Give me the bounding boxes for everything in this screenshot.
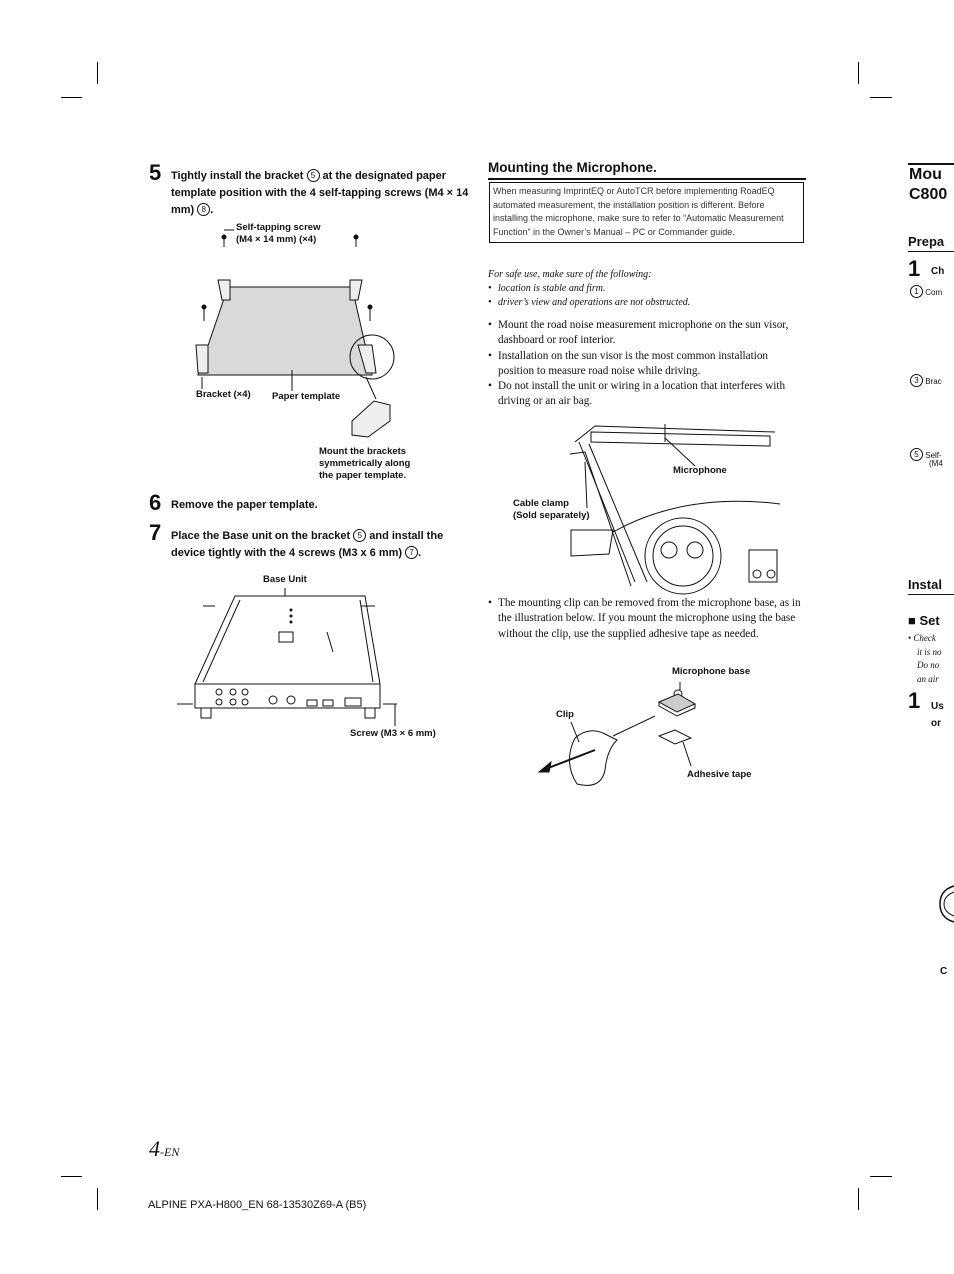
- right-prep-heading: Prepa: [908, 234, 945, 249]
- crop-mark: [858, 1188, 859, 1210]
- safety-item: • driver’s view and operations are not obstructed.: [488, 296, 798, 310]
- base-unit-figure: [175, 586, 405, 736]
- right-install-heading: Instal: [908, 577, 942, 592]
- heading-rule: [488, 178, 806, 180]
- screw-label-line1: Self-tapping screw: [236, 222, 321, 233]
- right-step-1b-text: Us or: [931, 701, 944, 729]
- mounting-microphone-heading: Mounting the Microphone.: [488, 160, 657, 175]
- bracket-label: Bracket (×4): [196, 389, 251, 400]
- crop-mark: [870, 97, 892, 98]
- right-set-heading: ■ Set: [908, 613, 940, 628]
- right-item-1: 1 Com: [910, 285, 942, 298]
- cable-clamp-label-1: Cable clamp: [513, 498, 569, 509]
- car-interior-figure: [565, 422, 780, 592]
- crop-mark: [858, 62, 859, 84]
- mount-note-line2: symmetrically along: [319, 458, 411, 469]
- crop-mark: [61, 1176, 82, 1177]
- step-6-text: Remove the paper template.: [171, 499, 318, 511]
- bullet-item: • Do not install the unit or wiring in a location that interferes with driving or an air bag.: [488, 379, 804, 410]
- microphone-label: Microphone: [673, 465, 727, 476]
- right-title-line1: Mou: [909, 166, 942, 183]
- part-number-8: 8: [197, 203, 210, 216]
- paper-template-label: Paper template: [272, 391, 341, 402]
- screw-m3-label: Screw (M3 × 6 mm): [350, 728, 436, 739]
- crop-mark: [97, 1188, 98, 1210]
- right-install-rule: [908, 594, 954, 595]
- safety-intro: For safe use, make sure of the following:: [488, 269, 652, 280]
- document-id: ALPINE PXA-H800_EN 68-13530Z69-A (B5): [148, 1199, 367, 1211]
- part-number-7: 7: [405, 546, 418, 559]
- screw-label-line2: (M4 × 14 mm) (×4): [236, 234, 317, 245]
- microphone-base-label: Microphone base: [672, 666, 751, 677]
- right-step-1b-number: 1: [908, 688, 921, 713]
- step-5-number: 5: [149, 160, 162, 185]
- bullet-item: • Mount the road noise measurement microphone on the sun visor, dashboard or roof interior.: [488, 318, 804, 349]
- part-number-5: 5: [307, 169, 320, 182]
- right-item-5: 5 Self-: [910, 448, 942, 461]
- bullet-item: • Installation on the sun visor is the most common installation position to measure road noise while driving.: [488, 349, 804, 380]
- right-item-3: 3 Brac: [910, 374, 942, 387]
- cable-clamp-label-2: (Sold separately): [513, 510, 590, 521]
- safety-list: [488, 282, 798, 310]
- mount-note-line3: the paper template.: [319, 470, 407, 481]
- clip-bullet-list: [488, 596, 806, 642]
- page-number: 4-EN: [149, 1136, 180, 1161]
- part-number-5: 5: [353, 529, 366, 542]
- right-check-text: • Check it is no Do no an air: [908, 633, 942, 685]
- base-unit-label: Base Unit: [263, 574, 307, 585]
- step-5-text: Tightly install the bracket 5 at the designated paper template position with the 4 self-tapping screws (M4 × 14 mm) 8 .: [171, 170, 469, 216]
- microphone-bullets: [488, 318, 804, 410]
- safety-item: • location is stable and firm.: [488, 282, 798, 296]
- bracket-template-figure: [190, 225, 410, 450]
- crop-mark: [870, 1176, 892, 1177]
- right-title-line2: C800: [909, 186, 948, 203]
- right-step-1-number: 1: [908, 256, 921, 281]
- step-7-number: 7: [149, 520, 162, 545]
- step-6-number: 6: [149, 490, 162, 515]
- crop-mark: [61, 97, 82, 98]
- right-prep-rule: [908, 251, 954, 252]
- right-item-5-sub: (M4: [929, 459, 943, 468]
- notice-box: When measuring ImprintEQ or AutoTCR before implementing RoadEQ automated measurement, the installation position is different. Before installing the microphone, make sure to refer to “Automatic Measurement Function” in the Owner’s Manual – PC or Commander guide.: [489, 182, 804, 243]
- crop-mark: [97, 62, 98, 84]
- clip-label: Clip: [556, 709, 574, 720]
- step-7-text: Place the Base unit on the bracket 5 and install the device tightly with the 4 screws (M3 x 6 mm) 7 .: [171, 530, 444, 559]
- adhesive-tape-label: Adhesive tape: [687, 769, 752, 780]
- bullet-item: • The mounting clip can be removed from the microphone base, as in the illustration below. If you mount the microphone using the base without the clip, use the supplied adhesive tape as needed.: [488, 596, 806, 642]
- right-edge-figure: [936, 884, 954, 924]
- right-step-1-text: Ch: [931, 266, 945, 277]
- mount-note-line1: Mount the brackets: [319, 446, 407, 457]
- right-c-letter: C: [940, 966, 948, 977]
